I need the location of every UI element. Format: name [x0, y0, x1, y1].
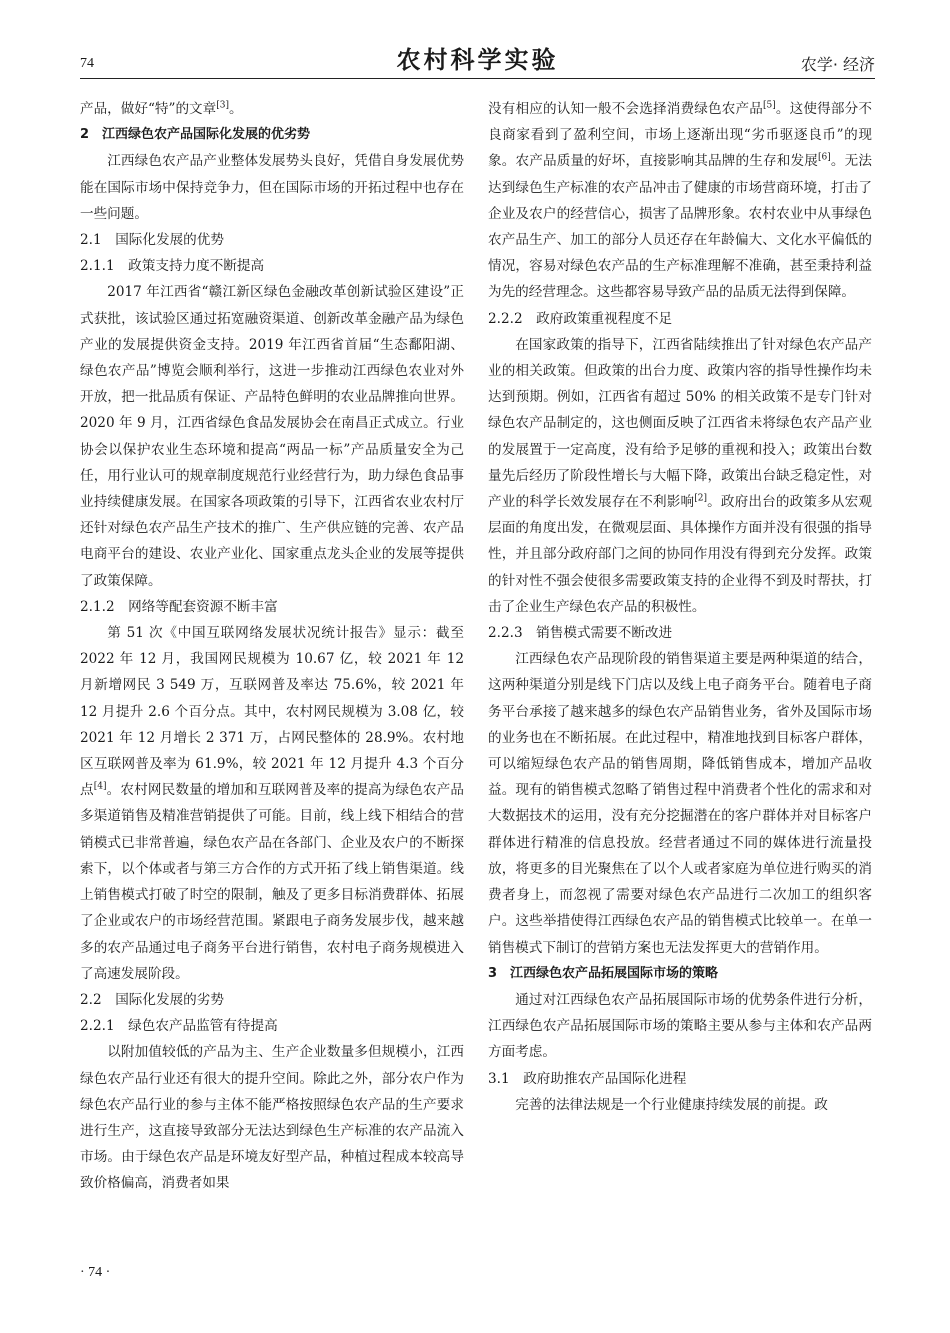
- left-column: [80, 96, 464, 1197]
- subsubsection-heading-2-1-1: 2.1.1 政策支持力度不断提高: [80, 258, 265, 275]
- header-page-number: 74: [80, 56, 94, 71]
- text: 没有相应的认知一般不会选择消费绿色农产品: [488, 101, 763, 117]
- paragraph: [80, 620, 464, 987]
- citation: [6]: [818, 152, 831, 163]
- journal-title: 农村科学实验: [396, 46, 559, 74]
- paragraph: 2017 年江西省“赣江新区绿色金融改革创新试验区建设”正式获批，该试验区通过拓宽融资渠道、创新改革金融产品为绿色产业的发展提供资金支持。2019 年江西省首届“生态鄱阳湖、绿色农产品”博览会顺利举行，这进一步推动江西绿色农业对外开放，把一批品质有保证、产品特色鲜明的农业品牌推向世界。2020 年 9 月，江西省绿色食品发展协会在南昌正式成立。行业协会以保护农业生态环境和提高“两品一标”产品质量安全为己任，用行业认可的规章制度规范行业经营行为，助力绿色食品事业持续健康发展。在国家各项政策的引导下，江西省农业农村厅还针对绿色农产品生产技术的推广、生产供应链的完善、农产品电商平台的建设、农业产业化、国家重点龙头企业的发展等提供了政策保障。: [80, 284, 464, 589]
- header-rule: [80, 78, 875, 79]
- subsection-heading-2-2: 2.2 国际化发展的劣势: [80, 991, 224, 1008]
- text: 。无法达到绿色生产标准的农产品冲击了健康的市场营商环境，打击了企业及农户的经营信心，损害了品牌形象。农村农业中从事绿色农产品生产、加工的部分人员还存在年龄偏大、文化水平偏低的情况，容易对绿色农产品的生产标准理解不准确，甚至秉持利益为先的经营理念。这些都容易导致产品的品质无法得到保障。: [488, 153, 872, 301]
- subsubsection-heading-2-2-2: 2.2.2 政府政策重视程度不足: [488, 310, 673, 327]
- text: 产品，做好“特”的文章: [80, 101, 217, 117]
- text: 第 51 次《中国互联网络发展状况统计报告》显示：截至 2022 年 12 月，我国网民规模为 10.67 亿，较 2021 年 12 月新增网民 3 549 万，互联网普及率达 75.6%，较 2021 年 12 月提升 2.6 个百分点。其中，农村网民规模为 3.08 亿，较 2021 年 12 月增长 2 371 万，占网民整体的 28.9%。农村地区互联网普及率为 61.9%，较 2021 年 12 月提升 4.3 个百分点: [80, 625, 464, 799]
- text: 。政府出台的政策多从宏观层面的角度出发，在微观层面、具体操作方面并没有很强的指导性，并且部分政府部门之间的协同作用没有得到充分发挥。政策的针对性不强会使很多需要政策支持的企业得不到及时帮扶，打击了企业生产绿色农产品的积极性。: [488, 494, 872, 615]
- text: 。: [229, 101, 243, 117]
- text: 在国家政策的指导下，江西省陆续推出了针对绿色农产品产业的相关政策。但政策的出台力度、政策内容的指导性操作均未达到预期。例如，江西省有超过 50% 的相关政策不是专门针对绿色农产品制定的，这也侧面反映了江西省未将绿色农产品产业的发展置于一定高度，没有给予足够的重视和投入；政策出台数量先后经历了阶段性增长与大幅下降，政策出台缺乏稳定性，对产业的科学长效发展存在不利影响: [488, 336, 872, 511]
- paragraph: 以附加值较低的产品为主、生产企业数量多但规模小，江西绿色农产品行业还有很大的提升空间。除此之外，部分农户作为绿色农产品行业的参与主体不能严格按照绿色农产品的生产要求进行生产，这直接导致部分无法达到绿色生产标准的农产品流入市场。由于绿色农产品是环境友好型产品，种植过程成本较高导致价格偏高，消费者如果: [80, 1044, 464, 1192]
- section-heading-2: 2 江西绿色农产品国际化发展的优劣势: [80, 127, 311, 143]
- text: 。这使得部分不良商家看到了盈利空间，市场上逐渐出现“劣币驱逐良币”的现象。农产品质量的好坏，直接影响其品牌的生存和发展: [488, 101, 872, 170]
- citation: [5]: [763, 100, 776, 111]
- citation: [2]: [694, 493, 707, 504]
- right-column: [488, 96, 872, 1118]
- paragraph-continued: [80, 96, 464, 122]
- paragraph: 通过对江西绿色农产品拓展国际市场的优势条件进行分析，江西绿色农产品拓展国际市场的策略主要从参与主体和农产品两方面考虑。: [488, 991, 872, 1061]
- page-header: [80, 38, 875, 78]
- subsubsection-heading-2-2-3: 2.2.3 销售模式需要不断改进: [488, 625, 673, 642]
- subsection-heading-2-1: 2.1 国际化发展的优势: [80, 232, 224, 249]
- paragraph: 完善的法律法规是一个行业健康持续发展的前提。政: [515, 1096, 828, 1113]
- subsubsection-heading-2-2-1: 2.2.1 绿色农产品监管有待提高: [80, 1018, 278, 1035]
- section-tag: 农学· 经济: [800, 55, 875, 74]
- subsubsection-heading-2-1-2: 2.1.2 网络等配套资源不断丰富: [80, 598, 278, 615]
- section-heading-3: 3 江西绿色农产品拓展国际市场的策略: [488, 965, 719, 981]
- subsection-heading-3-1: 3.1 政府助推农产品国际化进程: [488, 1070, 687, 1087]
- citation: [4]: [93, 781, 107, 792]
- text: 。农村网民数量的增加和互联网普及率的提高为绿色农产品多渠道销售及精准营销提供了可能。目前，线上线下相结合的营销模式已非常普遍，绿色农产品在各部门、企业及农户的不断探索下，以个体或者与第三方合作的方式开拓了线上销售渠道。线上销售模式打破了时空的限制，触及了更多目标消费群体、拓展了企业或农户的市场经营范围。紧跟电子商务发展步伐，越来越多的农产品通过电子商务平台进行销售，农村电子商务规模进入了高速发展阶段。: [80, 782, 464, 982]
- paragraph: 江西绿色农产品现阶段的销售渠道主要是两种渠道的结合，这两种渠道分别是线下门店以及线上电子商务平台。随着电子商务平台承接了越来越多的绿色农产品销售业务，省外及国际市场的业务也在不断拓展。在此过程中，精准地找到目标客户群体，可以缩短绿色农产品的销售周期，降低销售成本，增加产品收益。现有的销售模式忽略了销售过程中消费者个性化的需求和对大数据技术的运用，没有充分挖掘潜在的客户群体并对目标客户群体进行精准的信息投放。经营者通过不同的媒体进行流量投放，将更多的目光聚焦在了以个人或者家庭为单位进行购买的消费者身上，而忽视了需要对绿色农产品进行二次加工的组织客户。这些举措使得江西绿色农产品的销售模式比较单一。在单一销售模式下制订的营销方案也无法发挥更大的营销作用。: [488, 651, 872, 956]
- paragraph: 江西绿色农产品产业整体发展势头良好，凭借自身发展优势能在国际市场中保持竞争力，但在国际市场的开拓过程中也存在一些问题。: [80, 153, 464, 222]
- paragraph-continued: [488, 96, 872, 306]
- paragraph: [488, 332, 872, 620]
- footer-page-number: · 74 ·: [80, 1265, 111, 1280]
- citation: [3]: [216, 100, 229, 111]
